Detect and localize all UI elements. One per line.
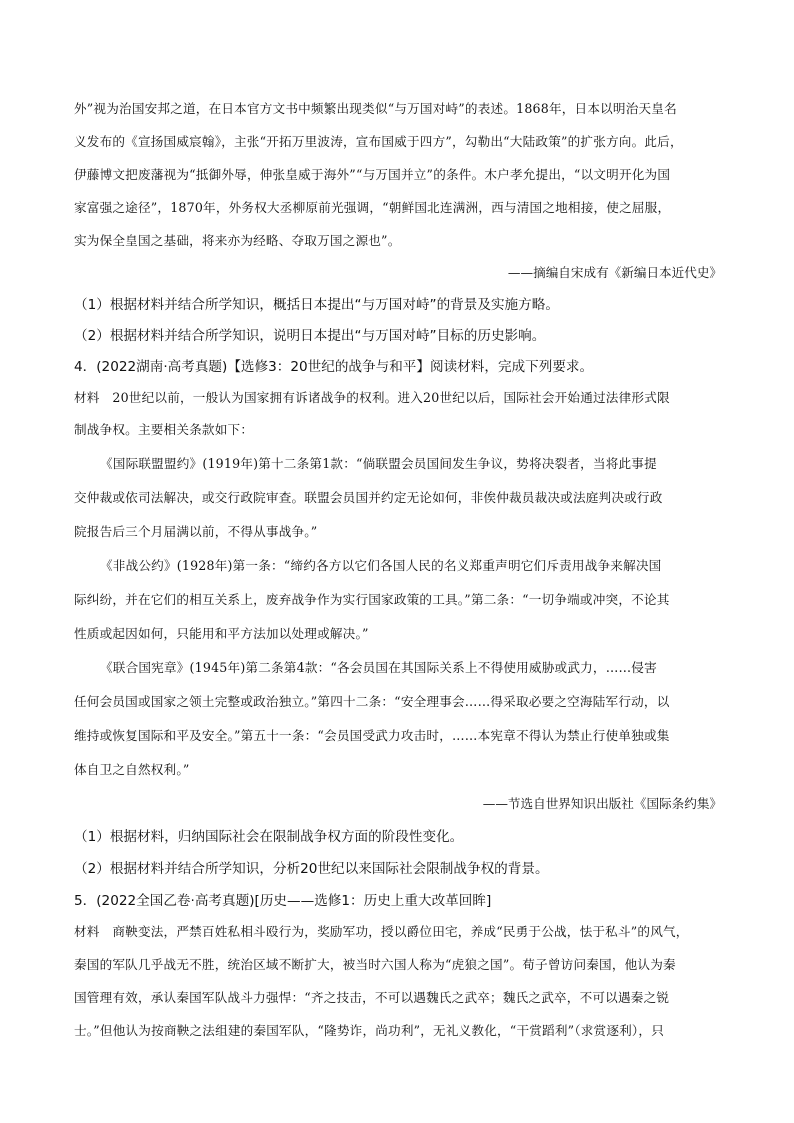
material-text-line: 家富强之途径”，1870年，外务权大丞柳原前光强调，“朝鲜国北连满洲，西与清国之地相接，使之屈服， — [74, 200, 671, 215]
material-text-line: 任何会员国或国家之领土完整或政治独立。”第四十二条：“安全理事会……得采取必要之空海陆军行动，以 — [74, 694, 670, 709]
question-item: （2）根据材料并结合所学知识，分析20世纪以来国际社会限制战争权的背景。 — [74, 861, 549, 877]
material-text-line: 伊藤博文把废藩视为“抵御外辱，伸张皇威于海外”“与万国并立”的条件。木户孝允提出，“以文明开化为国 — [74, 167, 671, 182]
question-item: （1）根据材料并结合所学知识，概括日本提出“与万国对峙”的背景及实施方略。 — [74, 297, 559, 313]
material-text-line: 义发布的《宣扬国威宸翰》，主张“开拓万里波涛，宣布国威于四方”，勾勒出“大陆政策”的扩张方向。此后， — [74, 134, 683, 149]
material-text-line: 《非战公约》(1928年)第一条：“缔约各方以它们各国人民的名义郑重声明它们斥责用战争来解决国 — [100, 558, 662, 573]
material-text-line: 国管理有效，承认秦国军队战斗力强悍：“齐之技击，不可以遇魏氏之武卒；魏氏之武卒，不可以遇秦之锐 — [74, 990, 670, 1005]
material-text-line: 《国际联盟盟约》(1919年)第十二条第1款：“倘联盟会员国间发生争议，势将决裂者，当将此事提 — [100, 456, 657, 471]
source-citation: ——摘编自宋成有《新编日本近代史》 — [507, 265, 722, 280]
material-text-line: 秦国的军队几乎战无不胜，统治区域不断扩大，被当时六国人称为“虎狼之国”。荀子曾访问秦国，他认为秦 — [74, 957, 676, 972]
material-text-line: 制战争权。主要相关条款如下： — [74, 422, 254, 437]
material-text-line: 外”视为治国安邦之道，在日本官方文书中频繁出现类似“与万国对峙”的表述。1868年，日本以明治天皇名 — [74, 101, 677, 116]
source-citation: ——节选自世界知识出版社《国际条约集》 — [482, 796, 722, 811]
material-text-line: 士。”但他认为按商鞅之法组建的秦国军队，“隆势诈，尚功利”，无礼义教化，“干赏蹈利”（求赏逐利），只 — [74, 1023, 665, 1038]
material-text-line: 院报告后三个月届满以前，不得从事战争。” — [74, 524, 318, 539]
material-text-line: 交仲裁或依司法解决，或交行政院审查。联盟会员国并约定无论如何，非俟仲裁员裁决或法庭判决或行政 — [74, 490, 663, 505]
material-text-line: 性质或起因如何，只能用和平方法加以处理或解决。” — [74, 626, 369, 641]
question-item: （2）根据材料并结合所学知识，说明日本提出“与万国对峙”目标的历史影响。 — [74, 328, 546, 344]
material-text-line: 《联合国宪章》(1945年)第二条第4款：“各会员国在其国际关系上不得使用威胁或武力，……侵害 — [100, 660, 657, 675]
material-text-line: 际纠纷，并在它们的相互关系上，废弃战争作为实行国家政策的工具。”第二条：“一切争端或冲突，不论其 — [74, 592, 670, 607]
material-text-line: 材料 商鞅变法，严禁百姓私相斗殴行为，奖励军功，授以爵位田宅，养成“民勇于公战，怯于私斗”的风气， — [74, 924, 689, 939]
material-text-line: 体自卫之自然权利。” — [74, 762, 190, 777]
material-text-line: 维持或恢复国际和平及安全。”第五十一条：“会员国受武力攻击时，……本宪章不得认为禁止行使单独或集 — [74, 728, 670, 743]
question-header: 5．(2022全国乙卷·高考真题)[历史——选修1：历史上重大改革回眸] — [74, 893, 492, 909]
question-header: 4．(2022湖南·高考真题)【选修3：20世纪的战争与和平】阅读材料，完成下列要求。 — [74, 359, 594, 375]
material-text-line: 实为保全皇国之基础，将来亦为经略、夺取万国之源也”。 — [74, 233, 401, 248]
question-item: （1）根据材料，归纳国际社会在限制战争权方面的阶段性变化。 — [74, 829, 464, 845]
material-text-line: 材料 20世纪以前，一般认为国家拥有诉诸战争的权利。进入20世纪以后，国际社会开始通过法律形式限 — [74, 390, 670, 405]
